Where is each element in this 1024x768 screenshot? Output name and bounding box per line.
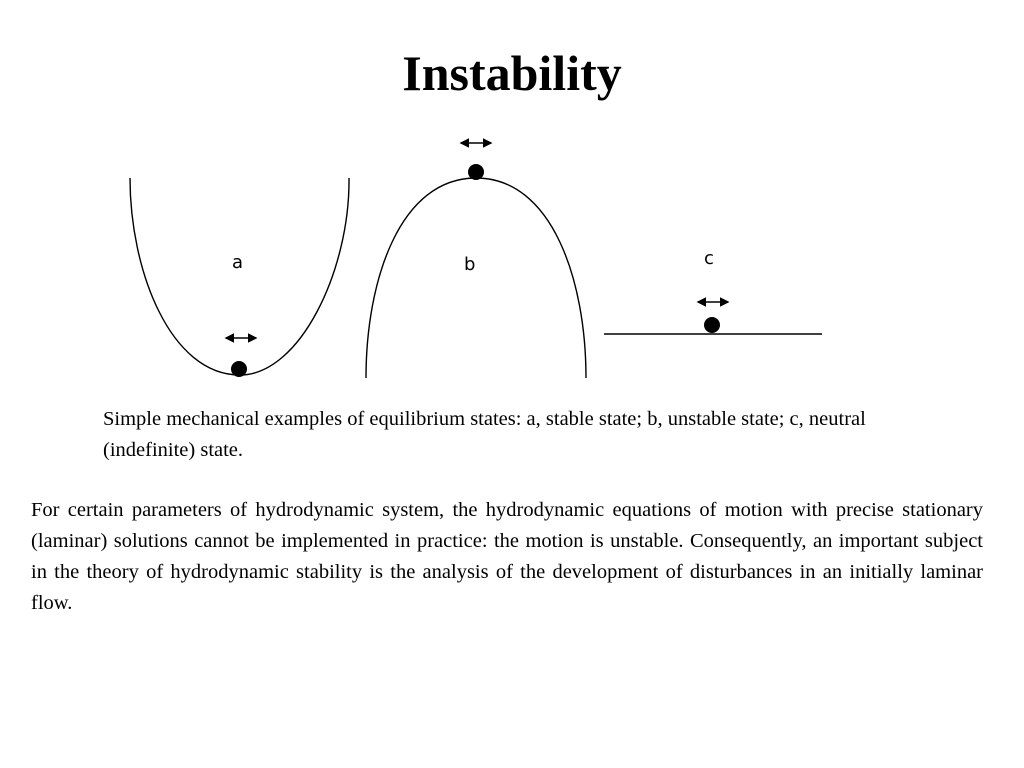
- panel-a-stable: [130, 178, 349, 377]
- panel-a-label: a: [232, 252, 244, 273]
- panel-c-neutral: [604, 248, 822, 334]
- panel-c-label: c: [704, 248, 714, 269]
- body-paragraph: For certain parameters of hydrodynamic system, the hydrodynamic equations of motion with precise stationary (laminar) solutions cannot be implemented in practice: the motion is unstable. Consequently, an important subject in the theory of hydrodynamic stability is the analysis of the development of disturbances in an initially laminar flow.: [31, 499, 983, 614]
- slide-title: Instability: [402, 45, 622, 101]
- panel-b-label: b: [464, 254, 476, 275]
- panel-b-unstable: [366, 143, 586, 378]
- hill-curve: [366, 178, 586, 378]
- ball-c: [704, 317, 720, 333]
- equilibrium-figure: [100, 130, 860, 390]
- figure-caption: Simple mechanical examples of equilibrium states: a, stable state; b, unstable state; c, neutral (indefinite) state.: [103, 408, 866, 461]
- equilibrium-diagram: [100, 130, 860, 390]
- valley-curve: [130, 178, 349, 375]
- ball-b: [468, 164, 484, 180]
- ball-a: [231, 361, 247, 377]
